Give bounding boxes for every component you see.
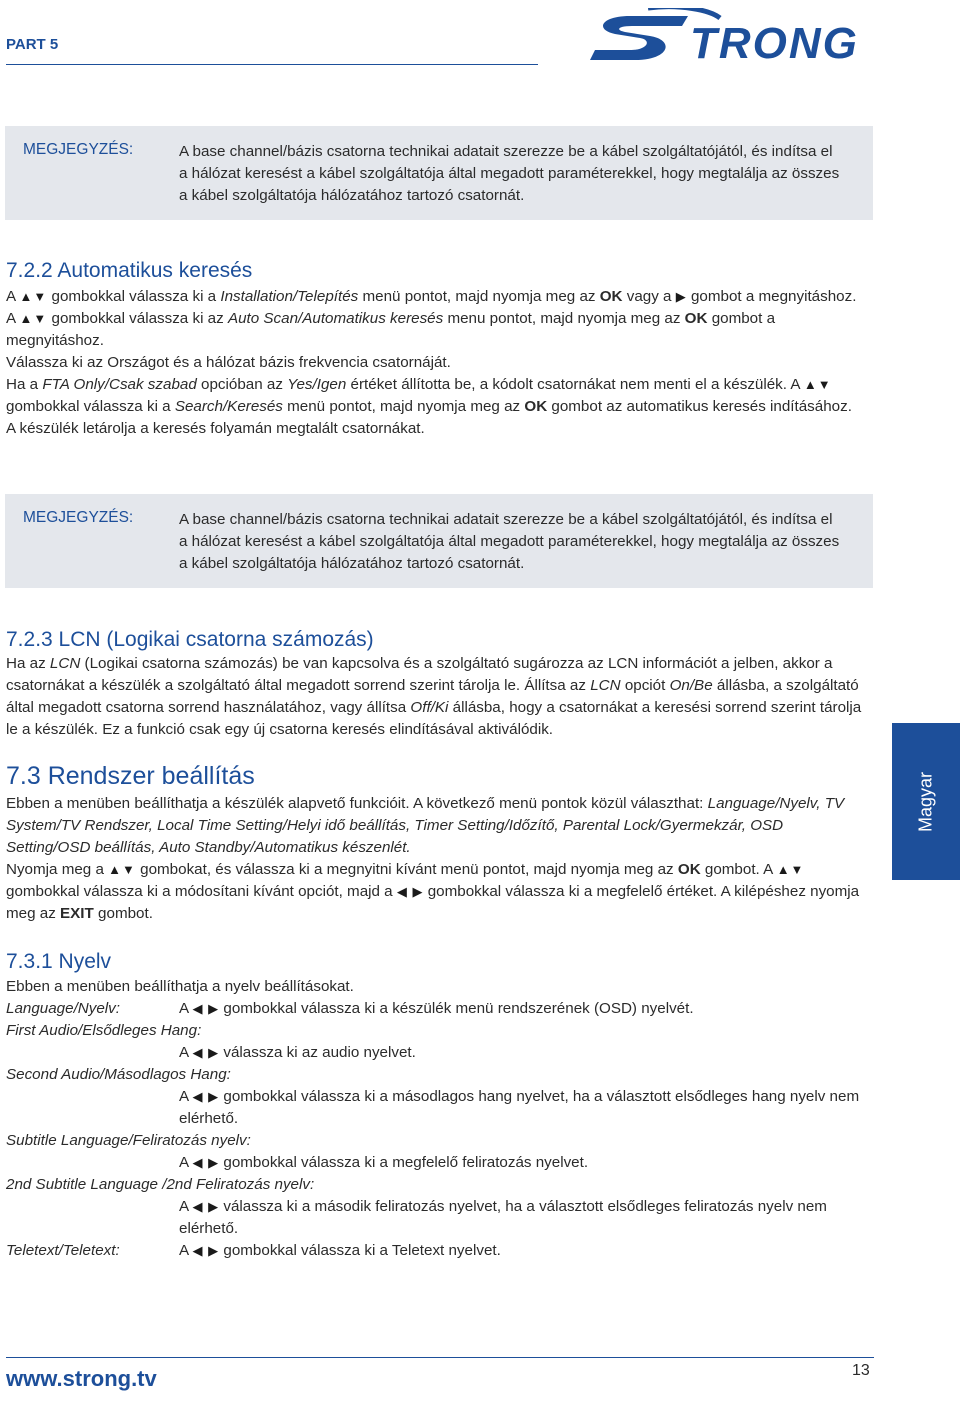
- section-title-7-3: 7.3 Rendszer beállítás: [6, 762, 255, 790]
- language-side-tab: [892, 723, 960, 880]
- left-right-arrows-icon: ◀ ▶: [192, 1155, 220, 1170]
- strong-logo-icon: [590, 8, 875, 66]
- setting-desc: A ◀ ▶ gombokkal válassza ki a megfelelő feliratozás nyelvet.: [179, 1152, 876, 1174]
- intro-text: Ebben a menüben beállíthatja a nyelv beállításokat.: [6, 978, 354, 995]
- setting-desc: A ◀ ▶ gombokkal válassza ki a Teletext nyelvet.: [179, 1240, 876, 1262]
- setting-term: Teletext/Teletext:: [6, 1242, 120, 1259]
- part-label: PART 5: [6, 36, 59, 53]
- setting-term: First Audio/Elsődleges Hang:: [6, 1022, 202, 1039]
- setting-term: Language/Nyelv:: [6, 1000, 120, 1017]
- paragraph: A ▲▼ gombokkal válassza ki az Auto Scan/Automatikus keresés menu pontot, majd nyomja meg az OK gombot a megnyitáshoz.: [6, 310, 776, 349]
- section-title-7-3-1: 7.3.1 Nyelv: [6, 950, 112, 973]
- up-down-arrows-icon: ▲▼: [19, 311, 48, 326]
- paragraph: A ▲▼ gombokkal válassza ki a Installation/Telepítés menü pontot, majd nyomja meg az OK vagy a ▶ gombot a megnyitáshoz.: [6, 286, 868, 308]
- left-right-arrows-icon: ◀ ▶: [192, 1243, 220, 1258]
- list-item: [6, 998, 876, 1020]
- up-down-arrows-icon: ▲▼: [776, 862, 805, 877]
- left-right-arrows-icon: ◀ ▶: [192, 1199, 220, 1214]
- up-down-arrows-icon: ▲▼: [108, 862, 136, 877]
- note-label: MEGJEGYZÉS:: [23, 509, 134, 526]
- footer-rule: [6, 1357, 874, 1358]
- header-rule: [6, 64, 538, 65]
- svg-text:TRONG: TRONG: [690, 19, 859, 66]
- up-down-arrows-icon: ▲▼: [19, 289, 48, 304]
- setting-term: 2nd Subtitle Language /2nd Feliratozás nyelv:: [6, 1176, 315, 1193]
- language-settings-list: [6, 976, 876, 1262]
- paragraph: Nyomja meg a ▲▼ gombokat, és válassza ki a megnyitni kívánt menü pontot, majd nyomja meg az OK gombot. A ▲▼ gombokkal válassza ki a módosítani kívánt opciót, majd a ◀ ▶ gombokkal válassza ki a megfelelő értéket. A kilépéshez nyomja meg az EXIT gombot.: [6, 861, 860, 922]
- note-box: [5, 126, 873, 220]
- note-text: A base channel/bázis csatorna technikai adatait szerezze be a kábel szolgáltatójától, és indítsa el a hálózat keresést a kábel szolgáltatója által megadott paraméterekkel, hogy megtalálja az összes a kábel szolgáltatója hálózatához tartozó csatornát.: [179, 143, 840, 204]
- paragraph: Válassza ki az Országot és a hálózat bázis frekvencia csatornáját.: [6, 354, 451, 371]
- up-down-arrows-icon: ▲▼: [803, 377, 832, 392]
- setting-desc: A ◀ ▶ gombokkal válassza ki a készülék menü rendszerének (OSD) nyelvét.: [179, 998, 876, 1020]
- section-title-7-2-3: 7.2.3 LCN (Logikai csatorna számozás): [6, 628, 374, 651]
- section-7-2-3-body: [6, 653, 868, 741]
- left-right-arrows-icon: ◀ ▶: [192, 1001, 220, 1016]
- paragraph: Ebben a menüben beállíthatja a készülék alapvető funkcióit. A következő menü pontok közül választhat: Language/Nyelv, TV System/TV Rendszer, Local Time Setting/Helyi idő beállítás, Timer Setting/Időzítő, Parental Lock/Gyermekzár, OSD Setting/OSD beállítás, Auto Standby/Automatikus készenlét.: [6, 795, 845, 856]
- side-tab-label: Magyar: [915, 771, 936, 832]
- left-right-arrows-icon: ◀ ▶: [192, 1089, 220, 1104]
- right-arrow-icon: ▶: [675, 289, 687, 304]
- list-item: [6, 1240, 876, 1262]
- setting-desc: A ◀ ▶ válassza ki az audio nyelvet.: [179, 1042, 876, 1064]
- setting-term: Second Audio/Másodlagos Hang:: [6, 1066, 231, 1083]
- note-label: MEGJEGYZÉS:: [23, 141, 134, 158]
- paragraph: A készülék letárolja a keresés folyamán megtalált csatornákat.: [6, 420, 425, 437]
- paragraph: Ha a FTA Only/Csak szabad opcióban az Yes/Igen értéket állította be, a kódolt csatornákat nem menti el a készülék. A ▲▼ gombokkal válassza ki a Search/Keresés menü pontot, majd nyomja meg az OK gombot az automatikus keresés indításához.: [6, 376, 852, 415]
- note-text: A base channel/bázis csatorna technikai adatait szerezze be a kábel szolgáltatójától, és indítsa el a hálózat keresést a kábel szolgáltatója által megadott paraméterekkel, hogy megtalálja az összes a kábel szolgáltatója hálózatához tartozó csatornát.: [179, 511, 840, 572]
- section-7-2-2-body: [6, 286, 868, 440]
- paragraph: Ha az LCN (Logikai csatorna számozás) be van kapcsolva és a szolgáltató sugározza az LCN információt a jelben, akkor a csatornákat a készülék a szolgáltató által megadott sorrend szerint tárolja le. Állítsa az LCN opciót On/Be állásba, a szolgáltató által megadott csatorna sorrend használatához, vagy állítsa Off/Ki állásba, hogy a csatornákat a keresési sorrend szerint tárolja le a készülék. Ez a funkció csak egy új csatorna keresés elindításával aktiválódik.: [6, 655, 862, 738]
- footer-url[interactable]: www.strong.tv: [6, 1366, 157, 1391]
- setting-desc: A ◀ ▶ gombokkal válassza ki a másodlagos hang nyelvet, ha a választott elsődleges hang nyelv nem elérhető.: [179, 1088, 860, 1127]
- note-box: [5, 494, 873, 588]
- page-number: 13: [852, 1362, 870, 1379]
- left-right-arrows-icon: ◀ ▶: [396, 884, 424, 899]
- section-7-3-body: [6, 793, 868, 925]
- left-right-arrows-icon: ◀ ▶: [192, 1045, 220, 1060]
- section-title-7-2-2: 7.2.2 Automatikus keresés: [6, 259, 253, 282]
- setting-term: Subtitle Language/Feliratozás nyelv:: [6, 1132, 251, 1149]
- setting-desc: A ◀ ▶ válassza ki a második feliratozás nyelvet, ha a választott elsődleges feliratozás nyelv nem elérhető.: [179, 1198, 827, 1237]
